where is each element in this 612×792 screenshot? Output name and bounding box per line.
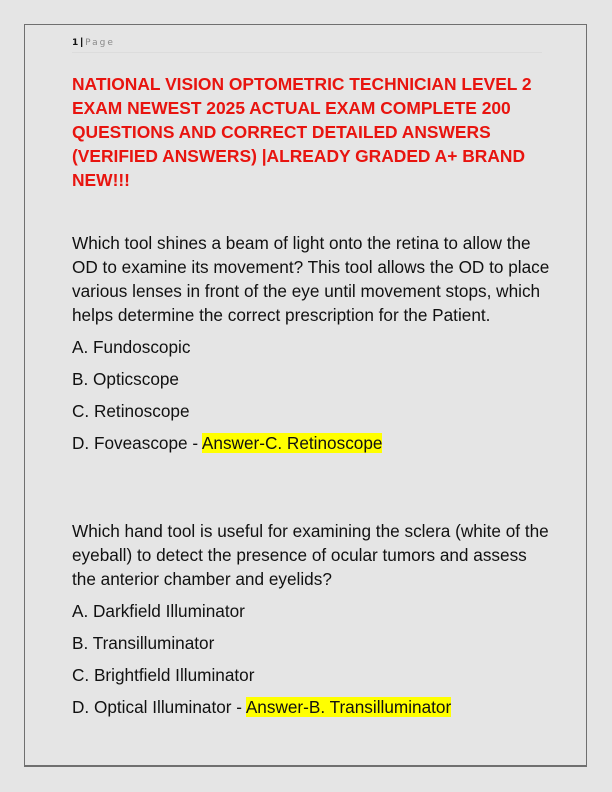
option-b: B. Opticscope bbox=[72, 369, 179, 389]
page-header bbox=[72, 36, 542, 53]
question-2 bbox=[72, 519, 552, 719]
question-stem: Which tool shines a beam of light onto the retina to allow the OD to examine its movement? This tool allows the OD to place various lenses in front of the eye until movement stops, which helps determine the correct prescription for the Patient. bbox=[72, 233, 550, 325]
document-title: NATIONAL VISION OPTOMETRIC TECHNICIAN LEVEL 2 EXAM NEWEST 2025 ACTUAL EXAM COMPLETE 200 QUESTIONS AND CORRECT DETAILED ANSWERS (VERIFIED ANSWERS) |ALREADY GRADED A+ BRAND NEW!!! bbox=[72, 74, 532, 190]
option-c: C. Brightfield Illuminator bbox=[72, 665, 255, 685]
option-a: A. Darkfield Illuminator bbox=[72, 601, 245, 621]
option-d bbox=[72, 695, 552, 719]
option-d-label: D. Optical Illuminator - bbox=[72, 697, 246, 717]
answer-highlight: Answer-B. Transilluminator bbox=[245, 697, 452, 717]
option-d bbox=[72, 431, 552, 455]
answer-highlight: Answer-C. Retinoscope bbox=[201, 433, 383, 453]
question-stem: Which hand tool is useful for examining the sclera (white of the eyeball) to detect the presence of ocular tumors and assess the anterior chamber and eyelids? bbox=[72, 521, 549, 589]
option-b: B. Transilluminator bbox=[72, 633, 215, 653]
question-1 bbox=[72, 231, 552, 455]
page-separator: | bbox=[80, 37, 84, 48]
page-label: Page bbox=[85, 38, 115, 48]
option-d-label: D. Foveascope - bbox=[72, 433, 202, 453]
option-c: C. Retinoscope bbox=[72, 401, 190, 421]
option-a: A. Fundoscopic bbox=[72, 337, 191, 357]
page-number: 1 bbox=[72, 38, 79, 48]
